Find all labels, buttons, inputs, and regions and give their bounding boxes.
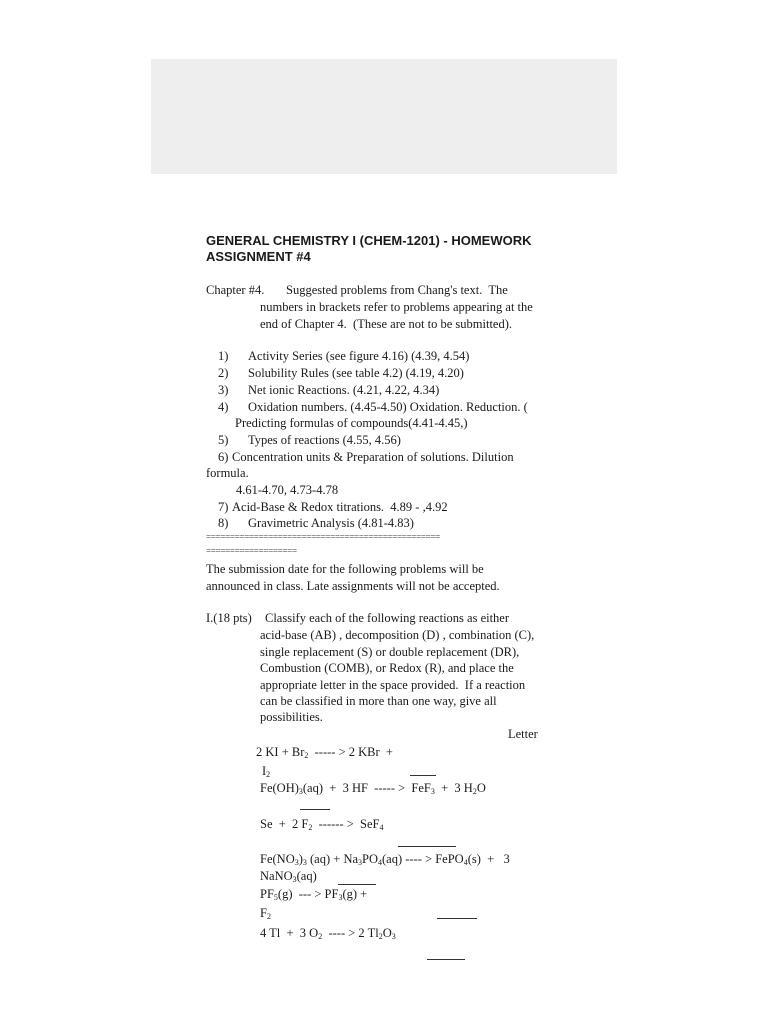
intro-text-3: end of Chapter 4. (These are not to be submitted).	[260, 317, 513, 331]
problem-text: acid-base (AB) , decomposition (D) , combination (C),	[260, 628, 535, 642]
problem-text: single replacement (S) or double replacement (DR),	[260, 645, 520, 659]
assignment-title-line1: GENERAL CHEMISTRY I (CHEM-1201) - HOMEWORK	[206, 233, 532, 248]
reaction-1: 2 KI + $Br_2$ ----- > 2 KBr +	[256, 745, 393, 760]
topic-continuation: formula.	[206, 466, 249, 480]
intro-text-1: Suggested problems from Chang's text. The	[286, 283, 508, 297]
letter-column-header: Letter	[508, 727, 538, 741]
reaction-5-cont: $F_2$	[260, 906, 271, 921]
problem-text: can be classified in more than one way, give all	[260, 694, 497, 708]
topic-continuation: Predicting formulas of compounds(4.41-4.45,)	[235, 416, 468, 430]
topic-num: 1)	[218, 349, 229, 363]
answer-blank-2[interactable]	[300, 809, 330, 810]
topic-num: 6)	[218, 450, 229, 464]
submission-note-2: announced in class. Late assignments will not be accepted.	[206, 579, 500, 593]
topic-num: 7)	[218, 500, 229, 514]
problem-text: possibilities.	[260, 710, 323, 724]
problem-label: I.(18 pts)	[206, 611, 252, 625]
answer-blank-3[interactable]	[398, 846, 456, 847]
reaction-6: 4 Tl + 3 $O_2$ ---- > 2 $Tl_2O_3$	[260, 926, 396, 941]
topic-text: Oxidation numbers. (4.45-4.50) Oxidation. Reduction. (	[248, 400, 528, 414]
problem-text: Classify each of the following reactions as either	[265, 611, 510, 625]
topic-text: Net ionic Reactions. (4.21, 4.22, 4.34)	[248, 383, 440, 397]
topic-num: 3)	[218, 383, 229, 397]
topic-text: Solubility Rules (see table 4.2) (4.19, 4.20)	[248, 366, 464, 380]
chapter-label: Chapter #4.	[206, 283, 265, 297]
topic-text: Concentration units & Preparation of solutions. Dilution	[232, 450, 514, 464]
problem-text: appropriate letter in the space provided. If a reaction	[260, 678, 526, 692]
topic-num: 8)	[218, 516, 229, 530]
intro-text-2: numbers in brackets refer to problems appearing at the	[260, 300, 533, 314]
separator-line: ===================	[206, 546, 297, 556]
topic-text: Gravimetric Analysis (4.81-4.83)	[248, 516, 414, 530]
answer-blank-1[interactable]	[410, 775, 436, 776]
topic-num: 2)	[218, 366, 229, 380]
separator-line: =================================================	[206, 532, 441, 542]
assignment-title-line2: ASSIGNMENT #4	[206, 249, 311, 264]
reaction-4-cont: NaNO$_3$(aq)	[260, 869, 317, 884]
reaction-2: $Fe(OH)_3(aq) + 3$ HF ----- > FeF$_3$ + 3 $H_2O$	[260, 781, 486, 796]
submission-note-1: The submission date for the following problems will be	[206, 562, 484, 576]
answer-blank-4[interactable]	[338, 884, 376, 885]
topic-num: 4)	[218, 400, 229, 414]
answer-blank-5[interactable]	[437, 918, 477, 919]
topic-text: Acid-Base & Redox titrations. 4.89 - ,4.92	[232, 500, 448, 514]
topic-num: 5)	[218, 433, 229, 447]
reaction-3: Se + 2 $F_2$ ------ > SeF$_4$	[260, 817, 384, 832]
topic-text: Types of reactions (4.55, 4.56)	[248, 433, 401, 447]
topic-continuation-2: 4.61-4.70, 4.73-4.78	[236, 483, 339, 497]
answer-blank-6[interactable]	[427, 959, 465, 960]
reaction-1-cont: $I_2$	[262, 764, 271, 779]
reaction-4: $Fe(NO_3)_3$ $(aq) + Na_3PO_4(aq)$ ---- > FePO$_4$(s) + 3	[260, 852, 510, 867]
problem-text: Combustion (COMB), or Redox (R), and place the	[260, 661, 514, 675]
gray-banner	[151, 59, 617, 174]
topic-text: Activity Series (see figure 4.16) (4.39, 4.54)	[248, 349, 470, 363]
reaction-5: $PF_5(g)$ --- > $PF_3(g)$ +	[260, 887, 368, 902]
